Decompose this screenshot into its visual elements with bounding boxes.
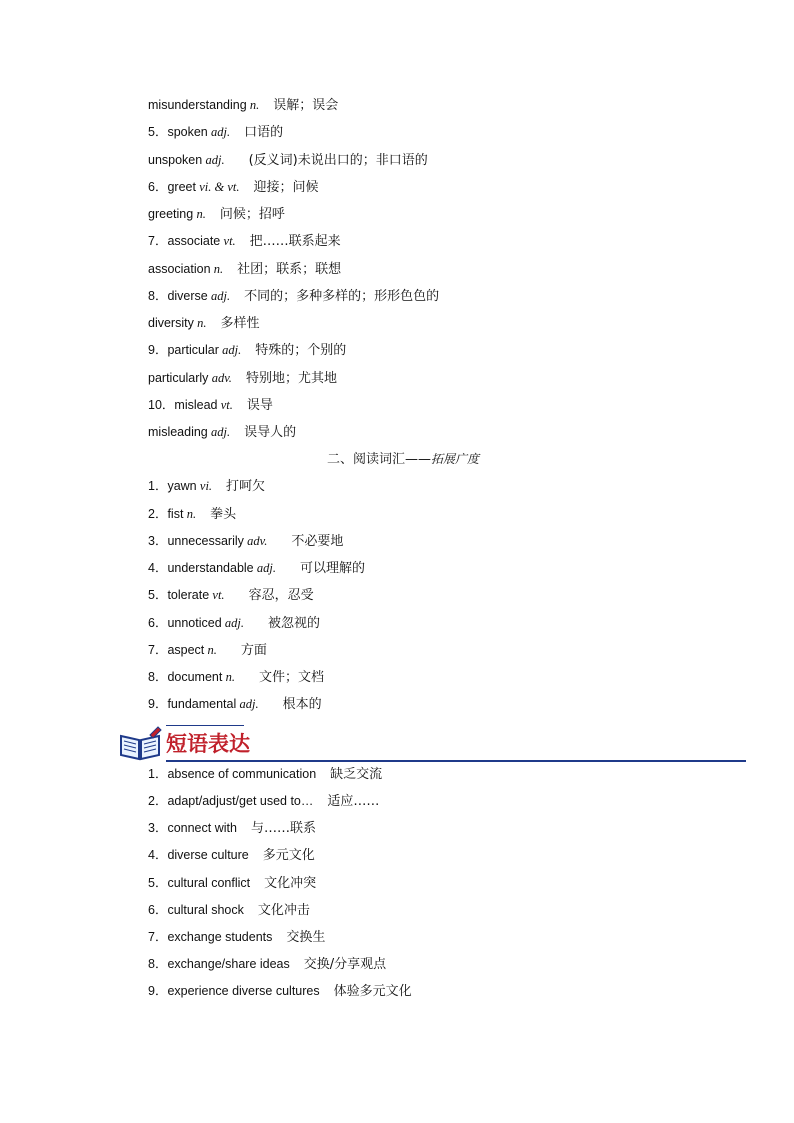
vocab-item <box>148 669 324 685</box>
vocab-item <box>148 397 273 413</box>
item-meaning: 打呵欠 <box>226 479 266 494</box>
item-meaning: 口语的 <box>244 125 284 140</box>
item-meaning: 文化冲击 <box>257 903 310 918</box>
item-meaning: 误导人的 <box>244 425 297 440</box>
item-meaning: 问候；招呼 <box>219 207 285 222</box>
item-number: 7． <box>148 930 168 944</box>
vocab-item <box>148 560 365 576</box>
item-pos: adj. <box>239 697 259 711</box>
item-number: 1． <box>148 479 168 493</box>
item-word: misleading <box>148 425 208 439</box>
item-pos: adj. <box>205 153 225 167</box>
item-word: yawn <box>167 479 197 493</box>
header-top-rule <box>166 725 244 726</box>
item-number: 5． <box>148 125 168 139</box>
vocab-item <box>148 642 267 658</box>
item-word: associate <box>167 234 221 248</box>
item-meaning: 多元文化 <box>262 848 315 863</box>
vocab-item <box>148 587 314 603</box>
phrase-item <box>148 902 310 918</box>
vocab-item <box>148 315 259 331</box>
vocab-item <box>148 370 337 386</box>
section-subtitle: 拓展广度 <box>431 452 480 466</box>
item-meaning: 误导 <box>246 398 273 413</box>
item-word: fundamental <box>167 697 237 711</box>
open-book-icon <box>118 726 162 762</box>
item-number: 7． <box>148 234 168 248</box>
item-phrase: connect with <box>167 821 237 835</box>
vocab-item <box>148 152 428 168</box>
item-number: 6． <box>148 903 168 917</box>
vocab-item <box>148 97 338 113</box>
phrase-item <box>148 847 315 863</box>
item-meaning: 容忍，忍受 <box>248 588 314 603</box>
item-meaning: 不必要地 <box>291 534 344 549</box>
item-number: 2． <box>148 794 168 808</box>
item-pos: vt. <box>220 398 233 412</box>
item-number: 5． <box>148 876 168 890</box>
item-pos: adv. <box>247 534 268 548</box>
item-word: particular <box>167 343 219 357</box>
item-number: 1． <box>148 767 168 781</box>
item-pos: adj. <box>256 561 276 575</box>
item-number: 3． <box>148 534 168 548</box>
item-phrase: exchange/share ideas <box>167 957 290 971</box>
phrase-section-title: 短语表达 <box>166 732 250 756</box>
item-meaning: 适应…… <box>327 794 380 809</box>
phrase-item <box>148 793 379 809</box>
vocab-item <box>148 261 341 277</box>
vocab-item <box>148 424 296 440</box>
item-meaning: 社团；联系；联想 <box>237 262 342 277</box>
item-pos: n. <box>197 316 207 330</box>
item-pos: n. <box>249 98 260 112</box>
item-meaning: 与……联系 <box>250 821 316 836</box>
vocab-item <box>148 696 322 712</box>
item-meaning: 被忽视的 <box>268 616 321 631</box>
item-pos: adj. <box>222 343 242 357</box>
item-number: 10． <box>148 398 175 412</box>
header-bottom-rule <box>166 760 746 762</box>
item-word: tolerate <box>167 588 210 602</box>
item-number: 6． <box>148 180 168 194</box>
vocab-item <box>148 233 341 249</box>
item-meaning: 特别地；尤其地 <box>245 371 337 386</box>
item-word: spoken <box>167 125 208 139</box>
item-word: greeting <box>148 207 194 221</box>
vocab-item <box>148 179 318 195</box>
item-meaning: 拳头 <box>210 507 237 522</box>
item-number: 8． <box>148 289 168 303</box>
item-pos: adj. <box>211 289 231 303</box>
item-meaning: 文件；文档 <box>258 670 324 685</box>
item-word: unnecessarily <box>167 534 244 548</box>
item-word: fist <box>167 507 184 521</box>
item-word: document <box>167 670 223 684</box>
item-word: understandable <box>167 561 254 575</box>
item-meaning: 交换/分享观点 <box>303 957 387 972</box>
item-meaning: 方面 <box>240 643 267 658</box>
item-word: association <box>148 262 211 276</box>
vocab-item <box>148 206 285 222</box>
item-word: mislead <box>174 398 218 412</box>
item-word: particularly <box>148 371 209 385</box>
section-title-text: 二、阅读词汇—— <box>327 452 432 467</box>
item-pos: n. <box>225 670 235 684</box>
item-phrase: adapt/adjust/get used to… <box>167 794 314 808</box>
item-phrase: diverse culture <box>167 848 249 862</box>
item-meaning: (反义词)未说出口的；非口语的 <box>248 153 428 168</box>
item-word: greet <box>167 180 196 194</box>
item-word: unspoken <box>148 153 203 167</box>
item-phrase: cultural shock <box>167 903 244 917</box>
vocab-item <box>148 506 236 522</box>
phrase-section-header <box>118 722 748 764</box>
phrase-item <box>148 766 382 782</box>
item-meaning: 交换生 <box>286 930 326 945</box>
item-pos: vi. <box>199 479 213 493</box>
item-number: 4． <box>148 561 168 575</box>
item-phrase: exchange students <box>167 930 273 944</box>
item-meaning: 体验多元文化 <box>333 984 412 999</box>
item-number: 9． <box>148 343 168 357</box>
item-number: 9． <box>148 984 168 998</box>
item-meaning: 特殊的；个别的 <box>255 343 347 358</box>
item-word: unnoticed <box>167 616 222 630</box>
section-title-reading-vocab <box>327 451 479 468</box>
vocab-item <box>148 124 283 140</box>
item-word: misunderstanding <box>148 98 247 112</box>
item-word: diverse <box>167 289 208 303</box>
vocab-item <box>148 615 320 631</box>
vocab-item <box>148 478 265 494</box>
vocab-item <box>148 533 343 549</box>
item-number: 4． <box>148 848 168 862</box>
phrase-item <box>148 956 386 972</box>
item-word: aspect <box>167 643 205 657</box>
item-number: 6． <box>148 616 168 630</box>
item-pos: vt. <box>223 234 236 248</box>
item-word: diversity <box>148 316 194 330</box>
phrase-item <box>148 983 412 999</box>
item-number: 8． <box>148 957 168 971</box>
phrase-item <box>148 820 316 836</box>
item-pos: n. <box>213 262 224 276</box>
item-meaning: 不同的；多种多样的；形形色色的 <box>244 289 440 304</box>
item-pos: n. <box>196 207 206 221</box>
item-pos: adj. <box>211 125 231 139</box>
item-phrase: absence of communication <box>167 767 317 781</box>
item-meaning: 文化冲突 <box>264 876 317 891</box>
item-meaning: 根本的 <box>282 697 322 712</box>
item-pos: n. <box>207 643 217 657</box>
item-meaning: 可以理解的 <box>300 561 366 576</box>
item-number: 3． <box>148 821 168 835</box>
item-meaning: 误解；误会 <box>273 98 339 113</box>
phrase-item <box>148 929 325 945</box>
item-number: 2． <box>148 507 168 521</box>
item-pos: adj. <box>224 616 245 630</box>
item-pos: adv. <box>211 371 232 385</box>
item-phrase: experience diverse cultures <box>167 984 320 998</box>
item-pos: vi. & vt. <box>199 180 240 194</box>
vocab-item <box>148 342 346 358</box>
item-meaning: 多样性 <box>220 316 260 331</box>
phrase-item <box>148 875 316 891</box>
item-meaning: 迎接；问候 <box>253 180 319 195</box>
item-meaning: 把……联系起来 <box>249 234 341 249</box>
item-number: 8． <box>148 670 168 684</box>
item-meaning: 缺乏交流 <box>330 767 383 782</box>
item-number: 5． <box>148 588 168 602</box>
item-pos: n. <box>186 507 197 521</box>
item-number: 9． <box>148 697 168 711</box>
vocab-item <box>148 288 439 304</box>
item-phrase: cultural conflict <box>167 876 251 890</box>
item-pos: adj. <box>211 425 231 439</box>
item-pos: vt. <box>212 588 225 602</box>
item-number: 7． <box>148 643 168 657</box>
